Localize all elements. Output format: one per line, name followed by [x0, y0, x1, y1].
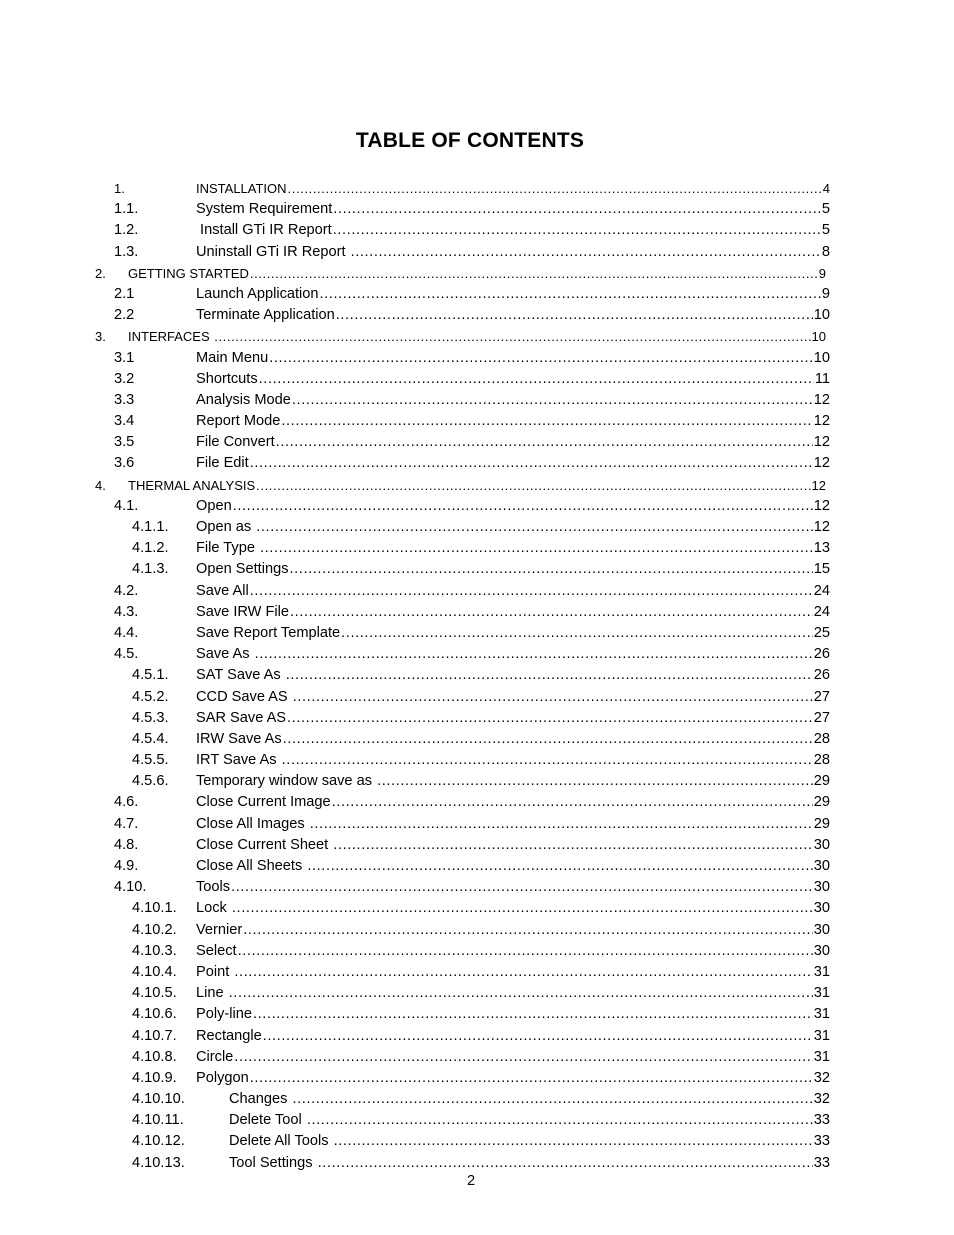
toc-entry[interactable] [0, 1153, 954, 1174]
toc-entry-number: 4.10.5. [132, 985, 177, 1002]
toc-entry-page: 5 [821, 201, 830, 218]
dot-leader [288, 178, 822, 199]
toc-entry-number: 3.3 [114, 391, 135, 408]
toc-entry-page: 30 [813, 879, 830, 896]
toc-entry-page: 12 [811, 477, 826, 493]
toc-entry-number: 4.10.13. [132, 1154, 185, 1171]
dot-leader [332, 792, 813, 813]
toc-entry[interactable] [0, 432, 954, 453]
toc-entry-title: File Convert [196, 434, 275, 451]
toc-entry-page: 10 [813, 307, 830, 324]
toc-entry[interactable] [0, 898, 954, 919]
toc-entry-page: 33 [813, 1154, 830, 1171]
toc-entry-title: Select [196, 942, 237, 959]
dot-leader [292, 390, 813, 411]
dot-leader [334, 1131, 813, 1152]
toc-entry-page: 9 [818, 265, 826, 281]
toc-entry-title: IRT Save As [196, 752, 281, 769]
dot-leader [269, 348, 813, 369]
toc-entry-number: 4.5.2. [132, 688, 169, 705]
toc-entry-title: Close All Sheets [196, 858, 307, 874]
toc-entry-number: 2.1 [114, 285, 135, 302]
dot-leader [276, 432, 813, 453]
toc-entry-number: 4.1.3. [132, 561, 169, 578]
toc-entry-title: Open as [196, 519, 256, 535]
toc-entry-title: Open [196, 497, 232, 514]
toc-entry-title: Install GTi IR Report [196, 222, 332, 239]
page-title: TABLE OF CONTENTS [355, 129, 585, 152]
toc-entry-page: 26 [813, 667, 830, 684]
dot-leader [231, 877, 813, 898]
toc-entry[interactable] [0, 835, 954, 856]
toc-entry-page: 24 [813, 582, 830, 599]
toc-entry-number: 2. [95, 265, 106, 281]
toc-entry-number: 1. [114, 181, 125, 196]
toc-entry-page: 32 [813, 1091, 830, 1108]
toc-entry-number: 4.10.7. [132, 1027, 177, 1044]
toc-entry-page: 30 [813, 858, 830, 874]
dot-leader [333, 199, 821, 220]
toc-entry-number: 4.10.2. [132, 921, 177, 938]
toc-entry[interactable] [0, 475, 954, 496]
toc-entry-title: Lock [196, 900, 231, 917]
toc-entry-page: 5 [821, 222, 830, 239]
dot-leader [290, 602, 813, 623]
toc-entry[interactable] [0, 453, 954, 474]
toc-entry-title: Circle [196, 1048, 234, 1065]
toc-entry[interactable] [0, 814, 954, 835]
dot-leader [282, 750, 813, 771]
toc-entry-title: Report Mode [196, 413, 281, 430]
dot-leader [250, 1068, 813, 1089]
toc-entry-number: 3.6 [114, 455, 135, 472]
toc-entry[interactable] [0, 771, 954, 792]
toc-entry-title: SAT Save As [196, 667, 285, 684]
toc-entry-title: Delete All Tools [229, 1133, 333, 1150]
dot-leader [234, 1047, 812, 1068]
toc-entry-number: 4.10.6. [132, 1006, 177, 1023]
toc-entry-title: Terminate Application [196, 307, 335, 324]
toc-entry-page: 9 [821, 285, 830, 302]
toc-entry-title: Polygon [196, 1069, 249, 1086]
toc-entry-number: 4.10. [114, 879, 147, 896]
toc-entry-title: Save All [196, 582, 249, 599]
toc-entry[interactable] [0, 877, 954, 898]
dot-leader [307, 1110, 813, 1131]
toc-entry-page: 12 [813, 497, 830, 514]
dot-leader [238, 941, 813, 962]
toc-entry-page: 12 [813, 455, 830, 472]
toc-entry-title: INSTALLATION [196, 181, 287, 196]
toc-entry-title: Line [196, 985, 228, 1002]
dot-leader [292, 1089, 812, 1110]
toc-entry-title: Close All Images [196, 815, 309, 832]
toc-entry[interactable] [0, 1047, 954, 1068]
toc-entry[interactable] [0, 1131, 954, 1152]
toc-entry[interactable] [0, 348, 954, 369]
toc-entry-page: 12 [813, 391, 830, 408]
toc-entry-page: 27 [813, 688, 830, 705]
toc-entry-title: Save IRW File [196, 603, 289, 620]
toc-entry-number: 3. [95, 329, 106, 345]
toc-entry-page: 33 [813, 1133, 830, 1150]
toc-entry-page: 30 [813, 836, 830, 853]
toc-entry-title: Point [196, 963, 234, 980]
toc-entry-page: 8 [821, 243, 830, 260]
toc-entry-title: Rectangle [196, 1027, 262, 1044]
toc-entry-title: System Requirement [196, 201, 333, 218]
toc-entry-title: Tools [196, 879, 231, 896]
toc-entry[interactable] [0, 326, 954, 347]
toc-entry[interactable] [0, 644, 954, 665]
toc-entry[interactable] [0, 559, 954, 580]
toc-entry-page: 10 [813, 349, 830, 366]
toc-entry-number: 4.1. [114, 497, 139, 514]
dot-leader [250, 263, 818, 284]
toc-entry-title: SAR Save AS [196, 709, 287, 726]
toc-entry-title: Main Menu [196, 349, 269, 366]
toc-list [0, 178, 954, 1174]
toc-entry-number: 4.5.6. [132, 773, 169, 790]
toc-entry-title: Poly-line [196, 1006, 252, 1023]
toc-entry-number: 4.10.9. [132, 1069, 177, 1086]
dot-leader [250, 581, 813, 602]
toc-entry-title: File Type [196, 540, 259, 557]
toc-entry-title: Save As [196, 646, 254, 663]
dot-leader [287, 708, 813, 729]
toc-entry-page: 33 [813, 1112, 830, 1129]
toc-entry-page: 31 [813, 1048, 830, 1065]
toc-entry[interactable] [0, 305, 954, 326]
toc-entry[interactable] [0, 856, 954, 877]
toc-entry-number: 4.5.3. [132, 709, 169, 726]
toc-entry-number: 4.10.4. [132, 963, 177, 980]
dot-leader [260, 538, 813, 559]
toc-entry-page: 4 [822, 181, 830, 196]
toc-entry-number: 1.3. [114, 243, 139, 260]
dot-leader [286, 665, 813, 686]
toc-entry-number: 1.2. [114, 222, 139, 239]
page-number: 2 [466, 1173, 476, 1189]
dot-leader [229, 983, 813, 1004]
dot-leader [256, 475, 810, 496]
dot-leader [351, 242, 821, 263]
dot-leader [232, 898, 813, 919]
dot-leader [259, 369, 814, 390]
toc-entry-number: 4.8. [114, 836, 139, 853]
toc-entry[interactable] [0, 941, 954, 962]
toc-entry-page: 12 [813, 519, 830, 535]
dot-leader [310, 814, 813, 835]
toc-entry-title: Tool Settings [229, 1154, 317, 1171]
toc-entry[interactable] [0, 496, 954, 517]
toc-entry-number: 3.4 [114, 413, 135, 430]
toc-entry-number: 2.2 [114, 307, 135, 324]
dot-leader [233, 496, 813, 517]
dot-leader [281, 411, 812, 432]
dot-leader [234, 962, 812, 983]
dot-leader [263, 1026, 813, 1047]
toc-entry[interactable] [0, 220, 954, 241]
toc-entry-number: 4.5.4. [132, 730, 169, 747]
toc-entry-page: 30 [813, 921, 830, 938]
toc-entry[interactable] [0, 1068, 954, 1089]
toc-entry[interactable] [0, 983, 954, 1004]
toc-entry-number: 4.2. [114, 582, 139, 599]
toc-entry-number: 4.1.2. [132, 540, 169, 557]
toc-entry[interactable] [0, 962, 954, 983]
toc-entry-title: Temporary window save as [196, 773, 377, 790]
toc-entry[interactable] [0, 411, 954, 432]
toc-entry-number: 4.1.1. [132, 519, 169, 535]
toc-entry-number: 4.3. [114, 603, 139, 620]
toc-entry-title: Open Settings [196, 561, 289, 578]
toc-entry[interactable] [0, 687, 954, 708]
toc-entry-page: 26 [813, 646, 830, 663]
toc-entry-title: THERMAL ANALYSIS [128, 477, 256, 493]
toc-entry[interactable] [0, 517, 954, 538]
toc-entry-title: Analysis Mode [196, 391, 291, 408]
toc-entry[interactable] [0, 242, 954, 263]
toc-entry-number: 4. [95, 477, 106, 493]
toc-entry-page: 30 [813, 942, 830, 959]
toc-entry-page: 24 [813, 603, 830, 620]
dot-leader [283, 729, 813, 750]
toc-entry[interactable] [0, 1089, 954, 1110]
dot-leader [253, 1004, 813, 1025]
dot-leader [333, 220, 821, 241]
dot-leader [255, 644, 813, 665]
toc-entry-number: 3.5 [114, 434, 135, 451]
toc-entry-page: 31 [813, 1027, 830, 1044]
toc-entry-title: CCD Save AS [196, 688, 292, 705]
toc-entry-page: 29 [813, 794, 830, 811]
toc-entry-number: 4.10.10. [132, 1091, 185, 1108]
toc-entry[interactable] [0, 581, 954, 602]
toc-entry[interactable] [0, 369, 954, 390]
toc-entry[interactable] [0, 199, 954, 220]
dot-leader [250, 453, 813, 474]
dot-leader [336, 305, 813, 326]
toc-entry-number: 4.10.11. [132, 1112, 184, 1129]
toc-entry-page: 13 [813, 540, 830, 557]
toc-entry[interactable] [0, 1026, 954, 1047]
toc-entry-page: 29 [813, 815, 830, 832]
toc-entry-number: 3.1 [114, 349, 135, 366]
toc-entry-title: GETTING STARTED [128, 265, 249, 281]
toc-entry-number: 4.10.1. [132, 900, 177, 917]
dot-leader [243, 920, 813, 941]
toc-entry-page: 31 [813, 985, 830, 1002]
toc-entry-page: 31 [813, 963, 830, 980]
toc-entry-page: 10 [811, 329, 826, 345]
toc-entry[interactable] [0, 1110, 954, 1131]
toc-entry[interactable] [0, 263, 954, 284]
toc-entry-page: 12 [813, 413, 830, 430]
toc-entry[interactable] [0, 920, 954, 941]
toc-entry-page: 12 [813, 434, 830, 451]
toc-entry-number: 4.5.1. [132, 667, 169, 684]
toc-entry-title: Save Report Template [196, 624, 341, 641]
toc-entry-title: INTERFACES [128, 329, 214, 345]
toc-entry-number: 4.9. [114, 858, 139, 874]
toc-entry[interactable] [0, 390, 954, 411]
dot-leader [341, 623, 813, 644]
toc-entry[interactable] [0, 665, 954, 686]
dot-leader [320, 284, 821, 305]
toc-entry-title: Shortcuts [196, 370, 258, 387]
toc-entry-number: 4.5. [114, 646, 139, 663]
toc-entry-title: Launch Application [196, 285, 319, 302]
toc-entry[interactable] [0, 284, 954, 305]
toc-entry-page: 31 [813, 1006, 830, 1023]
toc-entry[interactable] [0, 178, 954, 199]
dot-leader [307, 856, 812, 877]
dot-leader [318, 1153, 813, 1174]
toc-entry-title: Changes [229, 1091, 292, 1108]
toc-entry-page: 25 [813, 624, 830, 641]
dot-leader [214, 326, 810, 347]
toc-entry-number: 4.7. [114, 815, 139, 832]
dot-leader [256, 517, 813, 538]
toc-entry-title: Delete Tool [229, 1112, 306, 1129]
toc-entry[interactable] [0, 602, 954, 623]
toc-entry[interactable] [0, 623, 954, 644]
toc-entry-page: 27 [813, 709, 830, 726]
toc-entry-number: 4.5.5. [132, 752, 169, 769]
toc-entry-title: Close Current Image [196, 794, 331, 811]
toc-entry-page: 28 [813, 730, 830, 747]
toc-entry-number: 4.4. [114, 624, 139, 641]
toc-entry-page: 15 [813, 561, 830, 578]
toc-entry-number: 4.10.3. [132, 942, 177, 959]
toc-entry-page: 11 [814, 370, 830, 387]
toc-entry[interactable] [0, 729, 954, 750]
dot-leader [290, 559, 813, 580]
toc-entry-number: 3.2 [114, 370, 135, 387]
toc-entry-page: 30 [813, 900, 830, 917]
dot-leader [333, 835, 812, 856]
toc-entry-title: Uninstall GTi IR Report [196, 243, 350, 260]
toc-entry[interactable] [0, 708, 954, 729]
toc-entry-title: Vernier [196, 921, 243, 938]
toc-entry[interactable] [0, 1004, 954, 1025]
toc-entry-page: 28 [813, 752, 830, 769]
toc-entry[interactable] [0, 750, 954, 771]
toc-entry[interactable] [0, 538, 954, 559]
dot-leader [377, 771, 813, 792]
toc-entry-page: 29 [813, 773, 830, 790]
toc-entry-number: 4.10.8. [132, 1048, 177, 1065]
toc-entry[interactable] [0, 792, 954, 813]
toc-entry-title: Close Current Sheet [196, 836, 333, 853]
toc-entry-number: 1.1. [114, 201, 139, 218]
toc-entry-title: IRW Save As [196, 730, 282, 747]
toc-entry-title: File Edit [196, 455, 249, 472]
toc-entry-number: 4.6. [114, 794, 139, 811]
dot-leader [293, 687, 813, 708]
toc-entry-number: 4.10.12. [132, 1133, 185, 1150]
toc-entry-page: 32 [813, 1069, 830, 1086]
